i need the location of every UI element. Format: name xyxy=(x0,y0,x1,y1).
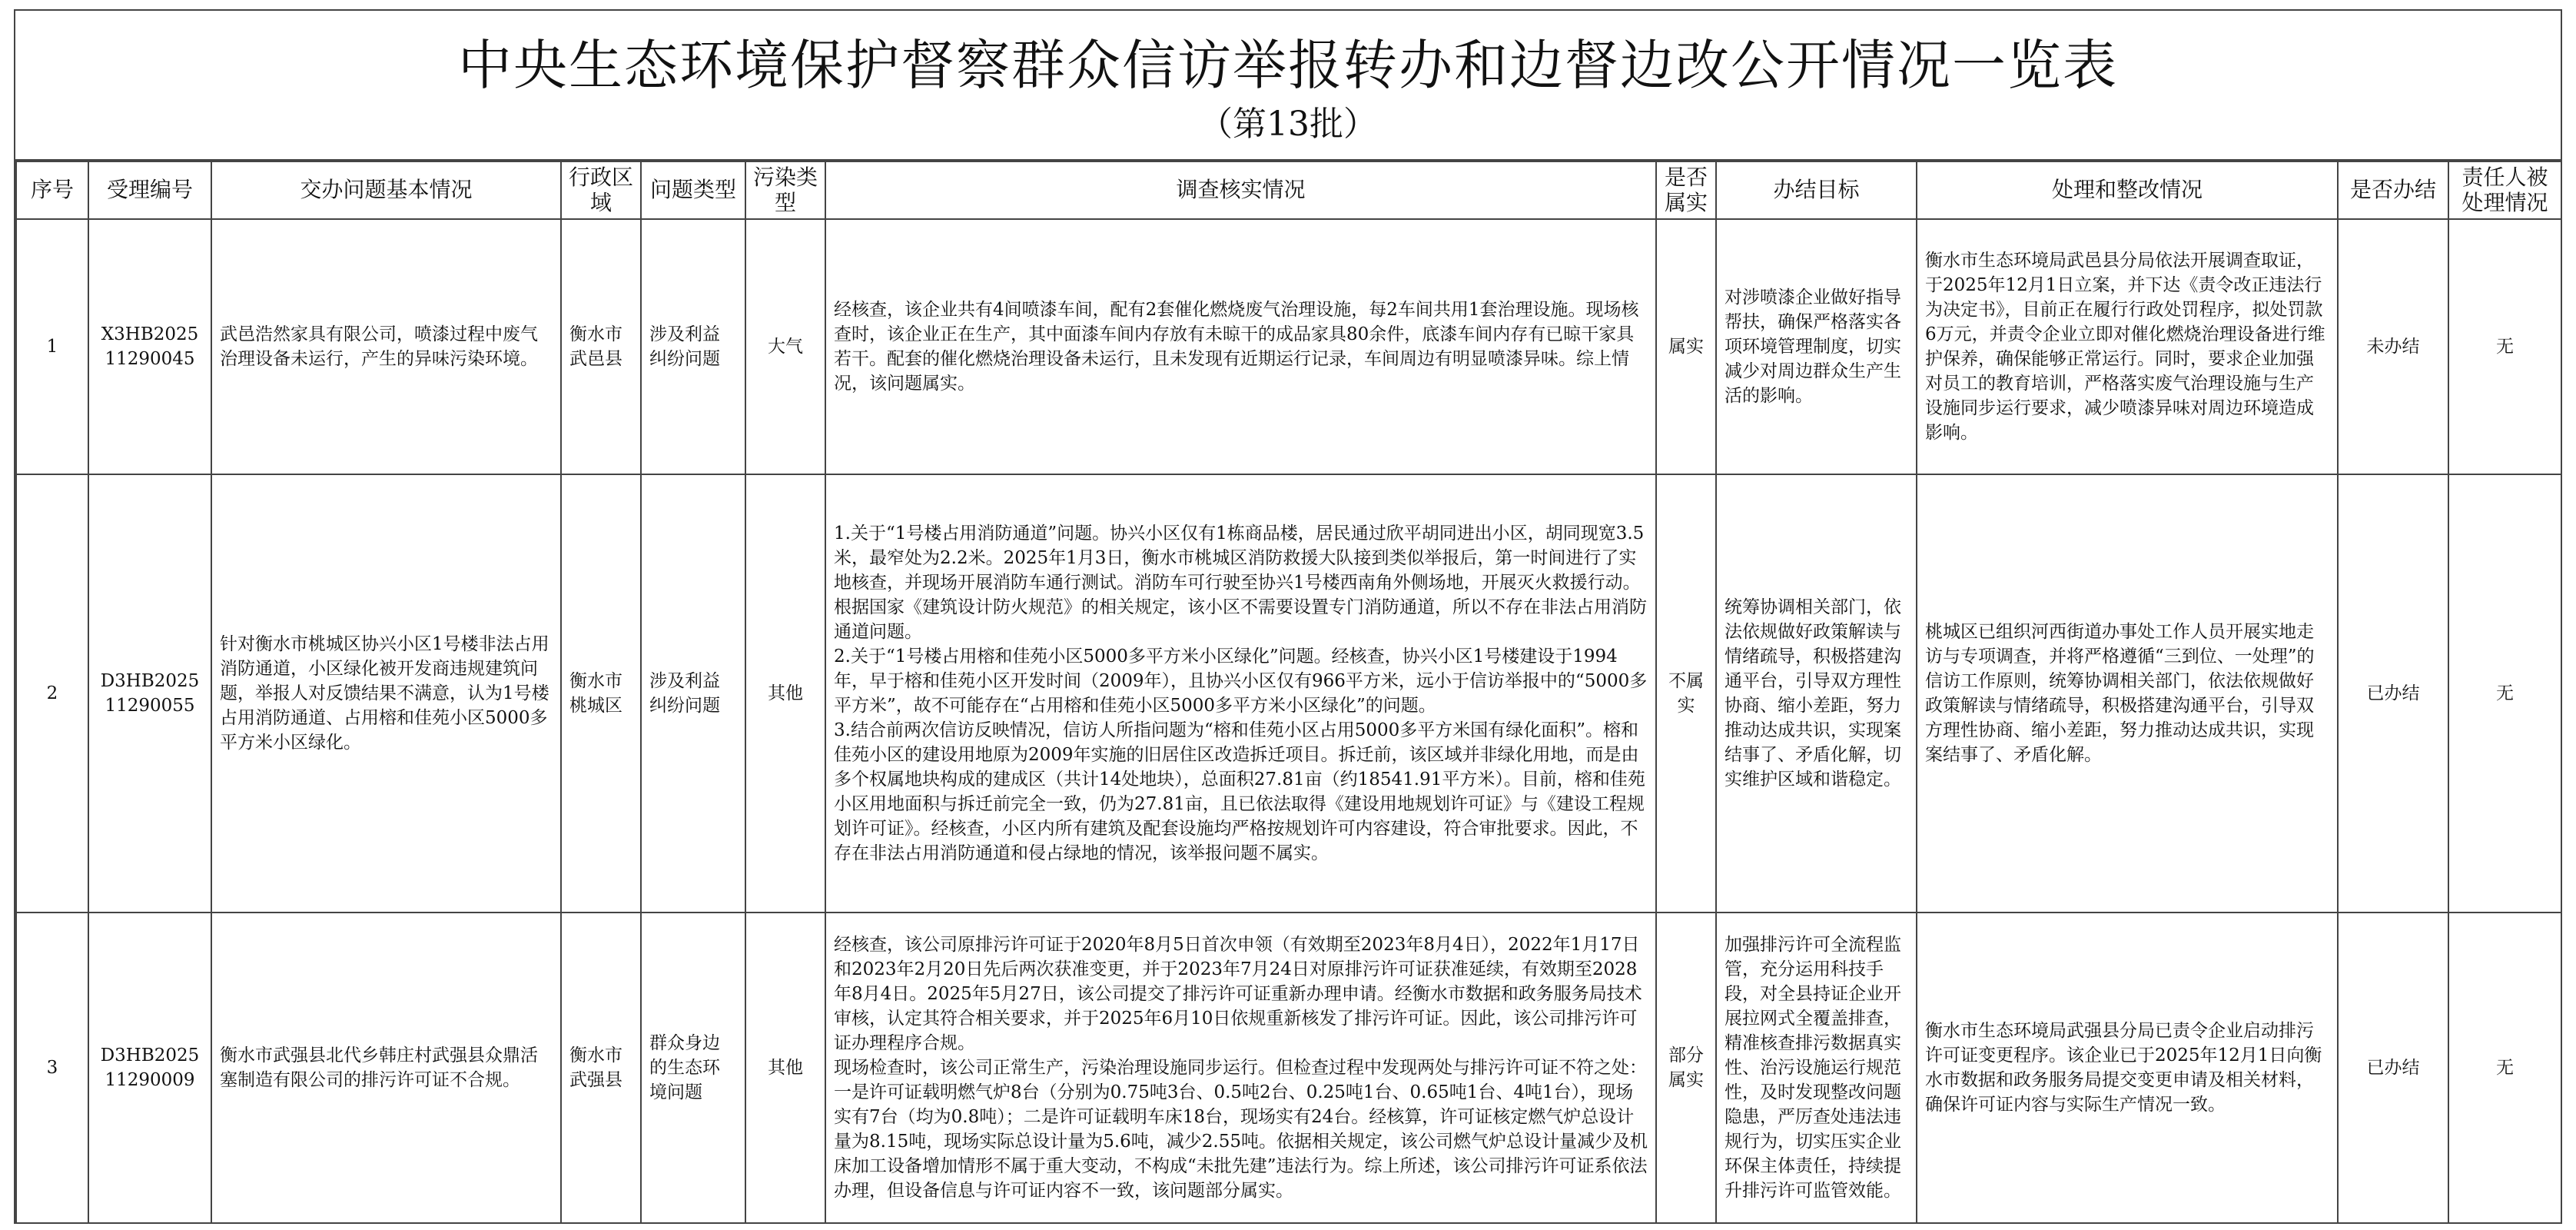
resolution-goal: 对涉喷漆企业做好指导帮扶，确保严格落实各项环境管理制度，切实减少对周边群众生产生活的影响。 xyxy=(1716,219,1917,474)
column-header-no: 序号 xyxy=(16,160,88,219)
verified-status: 部分属实 xyxy=(1656,913,1716,1223)
table-row xyxy=(16,219,2561,474)
column-header-region: 行政区域 xyxy=(561,160,641,219)
investigation-paragraph: 经核查，该公司原排污许可证于2020年8月5日首次申领（有效期至2023年8月4日），2022年1月17日和2023年2月20日先后两次获准变更，并于2023年7月24日对原排污许可证获准延续，有效期至2028年8月4日。2025年5月27日，该公司提交了排污许可证重新办理申请。经衡水市数据和政务服务局技术审核，认定其符合相关要求，并于2025年6月10日依规重新核发了排污许可证。因此，该公司排污许可证办理程序合规。 xyxy=(834,935,1642,1053)
column-header-verified: 是否属实 xyxy=(1656,160,1716,219)
region: 衡水市武强县 xyxy=(561,913,641,1223)
column-header-handling: 处理和整改情况 xyxy=(1917,160,2338,219)
column-header-investigation: 调查核实情况 xyxy=(825,160,1656,219)
investigation-paragraph: 现场检查时，该公司正常生产，污染治理设施同步运行。但检查过程中发现两处与排污许可证不符之处：一是许可证载明燃气炉8台（分别为0.75吨3台、0.5吨2台、0.25吨1台、0.65吨1台、4吨1台），现场实有7台（均为0.8吨）；二是许可证载明车床18台，现场实有24台。经核算，许可证核定燃气炉总设计量为8.15吨，现场实际总设计量为5.6吨，减少2.55吨。依据相关规定，该公司燃气炉总设计量减少及机床加工设备增加情形不属于重大变动，不构成“未批先建”违法行为。综上所述，该公司排污许可证系依法办理，但设备信息与许可证内容不一致，该问题部分属实。 xyxy=(834,1058,1648,1201)
column-header-problem-type: 问题类型 xyxy=(641,160,745,219)
case-id: D3HB202511290055 xyxy=(88,474,211,913)
investigation-paragraph: 3.结合前两次信访反映情况，信访人所指问题为“榕和佳苑小区占用5000多平方米国有绿化面积”。榕和佳苑小区的建设用地原为2009年实施的旧居住区改造拆迁项目。拆迁前，该区域并非绿化用地，而是由多个权属地块构成的建成区（共计14处地块），总面积27.81亩（约18541.91平方米）。目前，榕和佳苑小区用地面积与拆迁前完全一致，仍为27.81亩，且已依法取得《建设用地规划许可证》与《建设工程规划许可证》。经核查，小区内所有建筑及配套设施均严格按规划许可内容建设，符合审批要求。因此，不存在非法占用消防通道和侵占绿地的情况，该举报问题不属实。 xyxy=(834,720,1645,863)
accountability: 无 xyxy=(2448,219,2561,474)
resolution-goal: 统筹协调相关部门，依法依规做好政策解读与情绪疏导，积极搭建沟通平台，引导双方理性协商、缩小差距，努力推动达成共识，实现案结事了、矛盾化解，切实维护区域和谐稳定。 xyxy=(1716,474,1917,913)
column-header-issue: 交办问题基本情况 xyxy=(211,160,561,219)
investigation-paragraph: 经核查，该企业共有4间喷漆车间，配有2套催化燃烧废气治理设施，每2车间共用1套治理设施。现场核查时，该企业正在生产，其中面漆车间内存放有未晾干的成品家具80余件，底漆车间内存有已晾干家具若干。配套的催化燃烧治理设备未运行，且未发现有近期运行记录，车间周边有明显喷漆异味。综上情况，该问题属实。 xyxy=(834,300,1639,394)
row-no: 1 xyxy=(16,219,88,474)
region: 衡水市武邑县 xyxy=(561,219,641,474)
page-title: 中央生态环境保护督察群众信访举报转办和边督边改公开情况一览表 xyxy=(458,34,2118,97)
column-header-pollution-type: 污染类型 xyxy=(745,160,825,219)
case-id: D3HB202511290009 xyxy=(88,913,211,1223)
verified-status: 属实 xyxy=(1656,219,1716,474)
header-row xyxy=(16,160,2561,219)
issue-summary: 武邑浩然家具有限公司，喷漆过程中废气治理设备未运行，产生的异味污染环境。 xyxy=(211,219,561,474)
table-row xyxy=(16,913,2561,1223)
issue-summary: 衡水市武强县北代乡韩庄村武强县众鼎活塞制造有限公司的排污许可证不合规。 xyxy=(211,913,561,1223)
accountability: 无 xyxy=(2448,474,2561,913)
investigation-findings xyxy=(825,474,1656,913)
investigation-paragraph: 2.关于“1号楼占用榕和佳苑小区5000多平方米小区绿化”问题。经核查，协兴小区1号楼建设于1994年，早于榕和佳苑小区开发时间（2009年），且协兴小区仅有966平方米，远小于信访举报中的“5000多平方米”，故不可能存在“占用榕和佳苑小区5000多平方米小区绿化”的问题。 xyxy=(834,647,1648,716)
issue-summary: 针对衡水市桃城区协兴小区1号楼非法占用消防通道，小区绿化被开发商违规建筑问题，举报人对反馈结果不满意，认为1号楼占用消防通道、占用榕和佳苑小区5000多平方米小区绿化。 xyxy=(211,474,561,913)
handling-status: 桃城区已组织河西街道办事处工作人员开展实地走访与专项调查，并将严格遵循“三到位、一处理”的信访工作原则，统筹协调相关部门，依法依规做好政策解读与情绪疏导，积极搭建沟通平台，引导双方理性协商、缩小差距，努力推动达成共识，实现案结事了、矛盾化解。 xyxy=(1917,474,2338,913)
verified-status: 不属实 xyxy=(1656,474,1716,913)
region: 衡水市桃城区 xyxy=(561,474,641,913)
row-no: 2 xyxy=(16,474,88,913)
investigation-paragraph: 1.关于“1号楼占用消防通道”问题。协兴小区仅有1栋商品楼，居民通过欣平胡同进出小区，胡同现宽3.5米，最窄处为2.2米。2025年1月3日，衡水市桃城区消防救援大队接到类似举报后，第一时间进行了实地核查，并现场开展消防车通行测试。消防车可行驶至协兴1号楼西南角外侧场地，开展灭火救援行动。根据国家《建筑设计防火规范》的相关规定，该小区不需要设置专门消防通道，所以不存在非法占用消防通道问题。 xyxy=(834,524,1647,642)
investigation-findings xyxy=(825,913,1656,1223)
case-id: X3HB202511290045 xyxy=(88,219,211,474)
table-row xyxy=(16,474,2561,913)
column-header-goal: 办结目标 xyxy=(1716,160,1917,219)
problem-type: 群众身边的生态环境问题 xyxy=(641,913,745,1223)
investigation-findings xyxy=(825,219,1656,474)
problem-type: 涉及利益纠纷问题 xyxy=(641,474,745,913)
closed-status: 已办结 xyxy=(2338,474,2448,913)
report-sheet xyxy=(14,9,2562,1224)
resolution-goal: 加强排污许可全流程监管，充分运用科技手段，对全县持证企业开展拉网式全覆盖排查，精准核查排污数据真实性、治污设施运行规范性，及时发现整改问题隐患，严厉查处违法违规行为，切实压实企业环保主体责任，持续提升排污许可监管效能。 xyxy=(1716,913,1917,1223)
closed-status: 已办结 xyxy=(2338,913,2448,1223)
pollution-type: 大气 xyxy=(745,219,825,474)
pollution-type: 其他 xyxy=(745,913,825,1223)
column-header-accountability: 责任人被处理情况 xyxy=(2448,160,2561,219)
handling-status: 衡水市生态环境局武强县分局已责令企业启动排污许可证变更程序。该企业已于2025年12月1日向衡水市数据和政务服务局提交变更申请及相关材料，确保许可证内容与实际生产情况一致。 xyxy=(1917,913,2338,1223)
batch-subtitle: （第13批） xyxy=(1199,105,1377,144)
pollution-type: 其他 xyxy=(745,474,825,913)
row-no: 3 xyxy=(16,913,88,1223)
report-table xyxy=(15,159,2562,1224)
column-header-closed: 是否办结 xyxy=(2338,160,2448,219)
handling-status: 衡水市生态环境局武邑县分局依法开展调查取证，于2025年12月1日立案，并下达《责令改正违法行为决定书》，目前正在履行行政处罚程序，拟处罚款6万元，并责令企业立即对催化燃烧治理设备进行维护保养，确保能够正常运行。同时，要求企业加强对员工的教育培训，严格落实废气治理设施与生产设施同步运行要求，减少喷漆异味对周边环境造成影响。 xyxy=(1917,219,2338,474)
closed-status: 未办结 xyxy=(2338,219,2448,474)
column-header-case-id: 受理编号 xyxy=(88,160,211,219)
problem-type: 涉及利益纠纷问题 xyxy=(641,219,745,474)
title-block xyxy=(15,11,2561,162)
accountability: 无 xyxy=(2448,913,2561,1223)
